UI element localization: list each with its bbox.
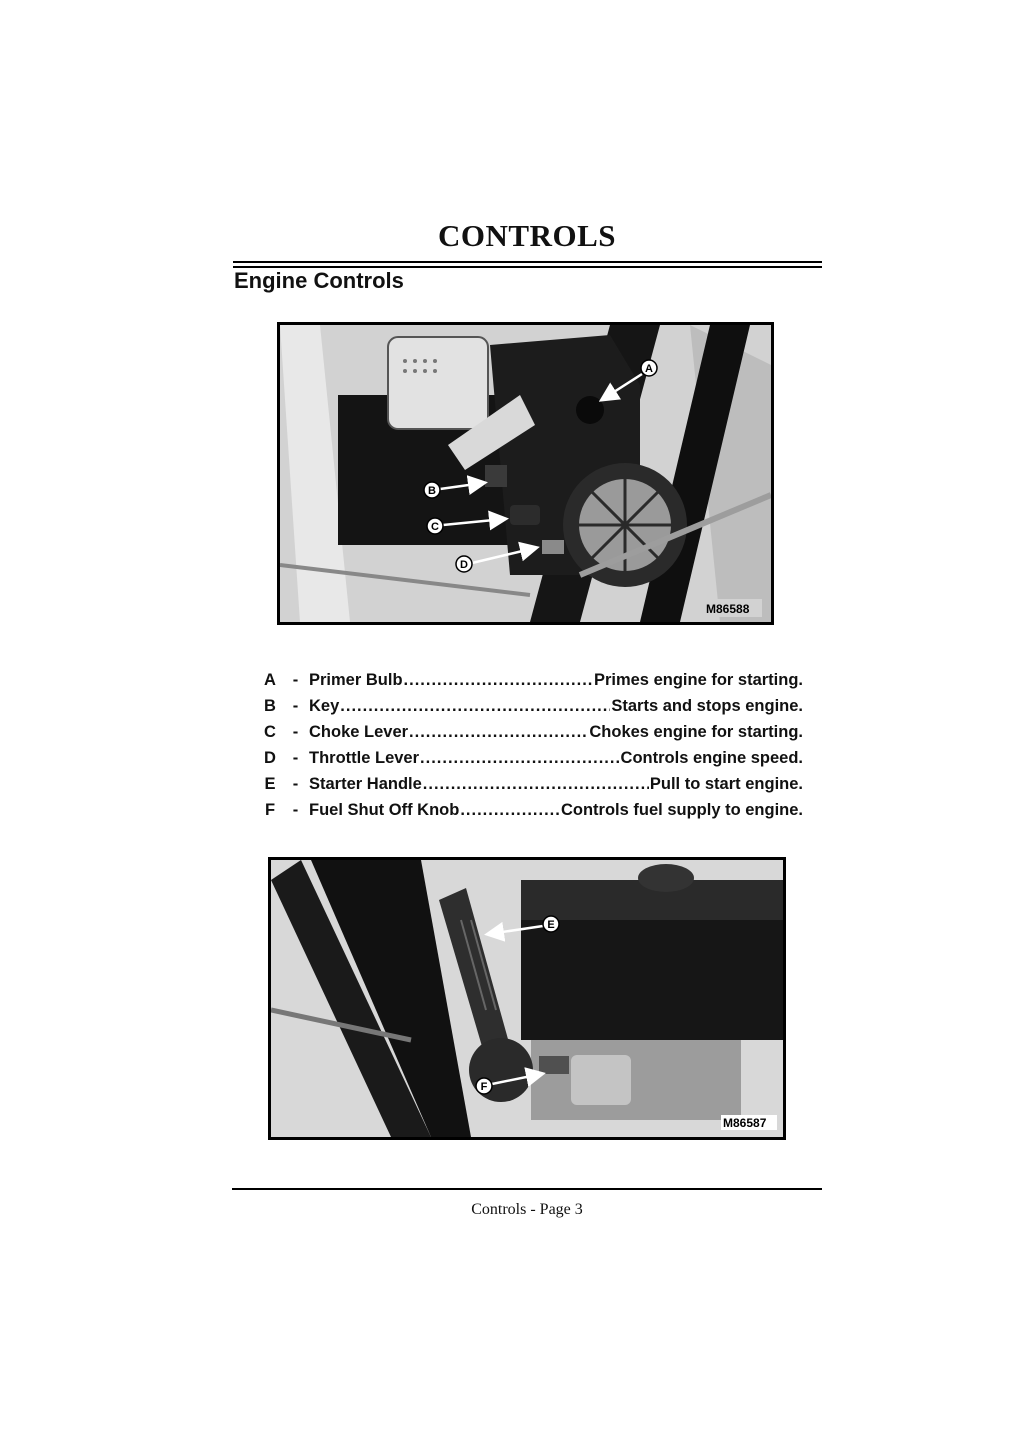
legend-desc: Starts and stops engine.	[611, 696, 803, 715]
title-double-rule	[233, 261, 822, 268]
legend-name: Fuel Shut Off Knob	[309, 800, 460, 819]
legend-name: Primer Bulb	[309, 670, 403, 689]
leader-dots	[409, 723, 588, 742]
page-footer: Controls - Page 3	[471, 1201, 583, 1218]
legend-desc: Controls fuel supply to engine.	[560, 800, 803, 819]
engine-controls-photo-bottom	[268, 857, 786, 1140]
legend-item	[258, 771, 803, 797]
engine-photo-illustration	[280, 325, 771, 622]
footer-rule	[232, 1188, 822, 1190]
legend-item	[258, 797, 803, 823]
legend-separator: -	[292, 774, 299, 793]
legend-desc: Controls engine speed.	[620, 748, 803, 767]
legend-letter: F	[264, 800, 276, 819]
legend-separator: -	[292, 696, 299, 715]
leader-dots	[423, 775, 649, 794]
legend-name: Throttle Lever	[309, 748, 420, 767]
legend-letter: C	[264, 722, 276, 741]
legend-letter: B	[264, 696, 276, 715]
callout-a	[641, 360, 657, 376]
legend-separator: -	[292, 670, 299, 689]
svg-text:F: F	[480, 1081, 488, 1093]
callout-b	[424, 482, 440, 498]
legend-name: Choke Lever	[309, 722, 409, 741]
legend-name: Key	[309, 696, 340, 715]
callout-c	[427, 518, 443, 534]
leader-dots	[420, 749, 620, 768]
leader-dots	[460, 801, 560, 820]
leader-dots	[340, 697, 610, 716]
legend-desc: Pull to start engine.	[649, 774, 803, 793]
legend-separator: -	[292, 722, 299, 741]
legend-item	[258, 667, 803, 693]
svg-text:C: C	[431, 521, 439, 533]
legend-desc: Primes engine for starting.	[593, 670, 803, 689]
legend-desc: Chokes engine for starting.	[589, 722, 803, 741]
legend-separator: -	[292, 800, 299, 819]
engine-controls-photo-top	[277, 322, 774, 625]
legend-item	[258, 719, 803, 745]
leader-dots	[404, 671, 593, 690]
callout-f	[476, 1078, 492, 1094]
legend-item	[258, 745, 803, 771]
legend-item	[258, 693, 803, 719]
figure-code-top: M86588	[706, 602, 750, 616]
engine-photo-illustration	[271, 860, 783, 1137]
svg-text:A: A	[645, 363, 653, 375]
section-heading: Engine Controls	[234, 268, 404, 293]
controls-legend	[258, 667, 803, 823]
page-title: CONTROLS	[438, 218, 616, 253]
legend-letter: E	[264, 774, 276, 793]
svg-text:B: B	[428, 485, 436, 497]
legend-letter: D	[264, 748, 276, 767]
figure-code-bottom: M86587	[723, 1116, 767, 1130]
svg-text:D: D	[460, 559, 468, 571]
callout-e	[543, 916, 559, 932]
legend-name: Starter Handle	[309, 774, 422, 793]
svg-text:E: E	[547, 919, 555, 931]
legend-letter: A	[264, 670, 276, 689]
callout-d	[456, 556, 472, 572]
legend-separator: -	[292, 748, 299, 767]
